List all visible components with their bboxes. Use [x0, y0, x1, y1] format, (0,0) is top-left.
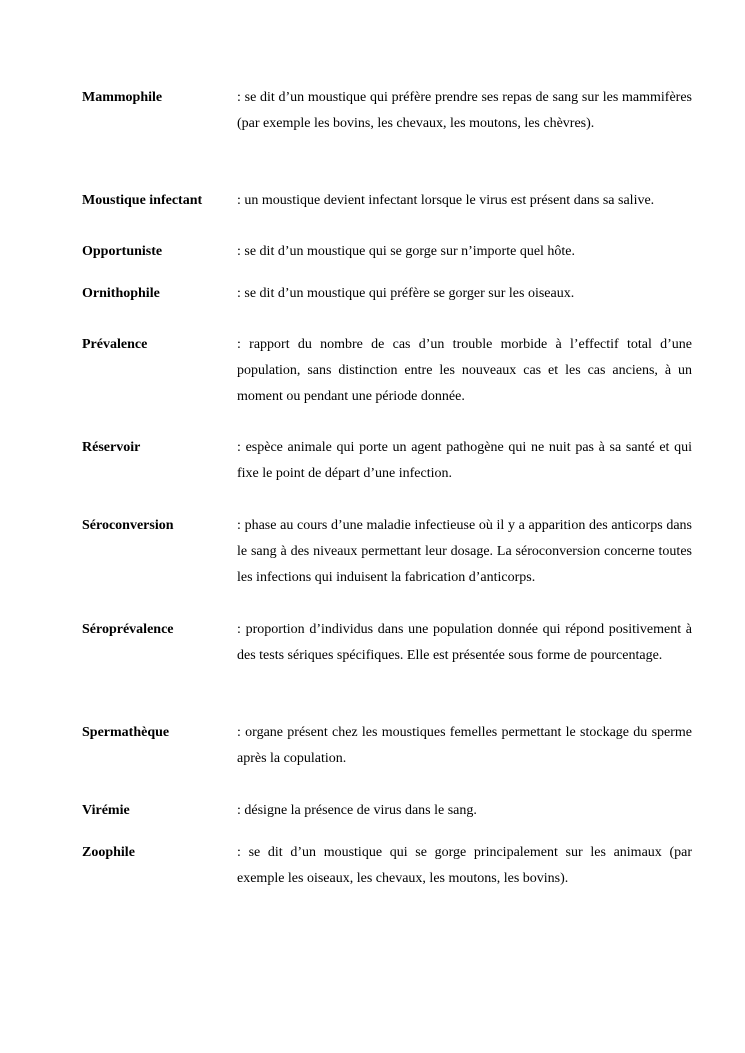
glossary-definition: : se dit d’un moustique qui se gorge principalement sur les animaux (par exemple les oiseaux, les chevaux, les moutons, les bovins).	[237, 845, 692, 886]
glossary-definition: : rapport du nombre de cas d’un trouble morbide à l’effectif total d’une population, sans distinction entre les nouveaux cas et les cas anciens, à un moment ou pendant une période donnée.	[237, 337, 692, 404]
glossary-definition: : se dit d’un moustique qui préfère se gorger sur les oiseaux.	[237, 286, 575, 301]
glossary-term: Séroconversion	[82, 518, 174, 533]
glossary-definition: : se dit d’un moustique qui préfère prendre ses repas de sang sur les mammifères (par exemple les bovins, les chevaux, les moutons, les chèvres).	[237, 90, 692, 131]
glossary-definition: : se dit d’un moustique qui se gorge sur n’importe quel hôte.	[237, 244, 576, 259]
glossary-definition: : espèce animale qui porte un agent pathogène qui ne nuit pas à sa santé et qui fixe le point de départ d’une infection.	[237, 440, 692, 481]
glossary-definition: : proportion d’individus dans une population donnée qui répond positivement à des tests sériques spécifiques. Elle est présentée sous forme de pourcentage.	[237, 622, 692, 663]
glossary-term: Ornithophile	[82, 286, 160, 301]
glossary-definition: : désigne la présence de virus dans le sang.	[237, 803, 477, 818]
glossary-term: Réservoir	[82, 440, 141, 455]
glossary-term: Séroprévalence	[82, 622, 174, 637]
glossary-term: Mammophile	[82, 90, 163, 105]
glossary-term: Virémie	[82, 803, 130, 818]
glossary-term: Opportuniste	[82, 244, 163, 259]
glossary-term: Moustique infectant	[82, 193, 203, 208]
glossary-definition: : un moustique devient infectant lorsque le virus est présent dans sa salive.	[237, 193, 655, 208]
glossary-term: Spermathèque	[82, 725, 170, 740]
glossary-definition: : organe présent chez les moustiques femelles permettant le stockage du sperme après la copulation.	[237, 725, 692, 766]
glossary-term: Zoophile	[82, 845, 135, 860]
glossary-definition: : phase au cours d’une maladie infectieuse où il y a apparition des anticorps dans le sang à des niveaux permettant leur dosage. La séroconversion concerne toutes les infections qui induisent la fabrication d’anticorps.	[237, 518, 692, 585]
glossary-term: Prévalence	[82, 337, 148, 352]
